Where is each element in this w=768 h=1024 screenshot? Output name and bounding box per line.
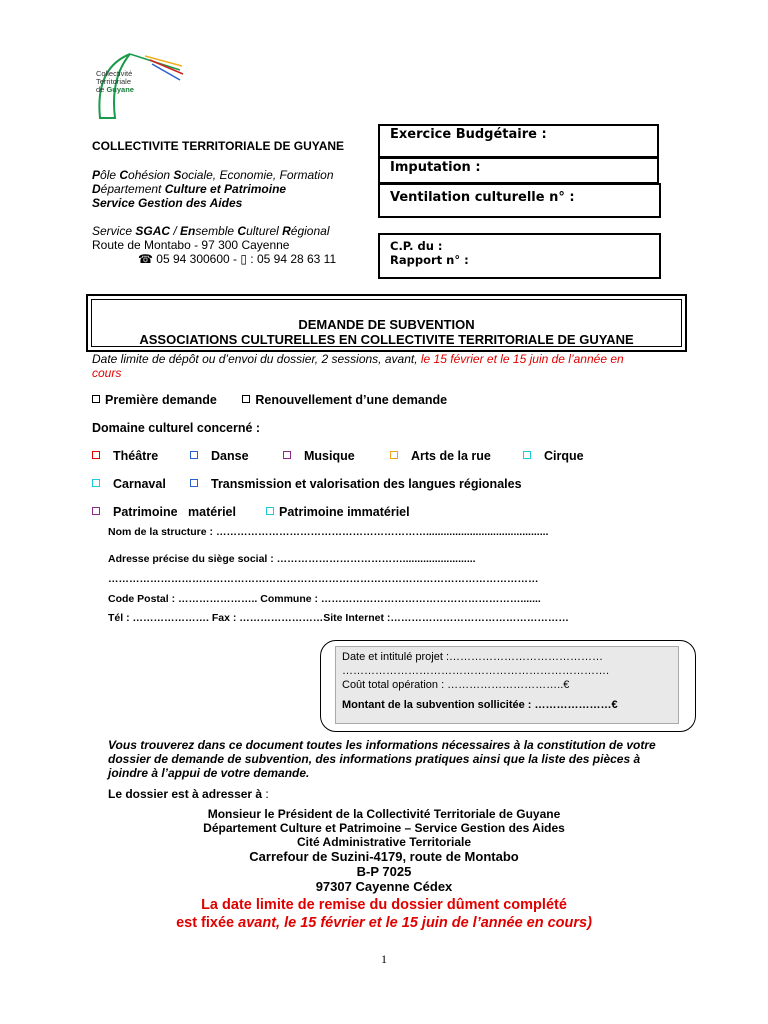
- domain-label: Patrimoine matériel: [113, 505, 236, 519]
- title-frame: [86, 294, 687, 352]
- domain-label: Musique: [304, 449, 355, 463]
- cp-box: [378, 233, 661, 279]
- imputation-label: Imputation :: [390, 160, 481, 175]
- domain-label: Patrimoine immatériel: [279, 505, 410, 519]
- project-montant[interactable]: Montant de la subvention sollicitée : …………………€: [342, 699, 618, 711]
- domain-theatre[interactable]: [92, 449, 158, 463]
- service-line-1: [92, 224, 336, 238]
- field-nom[interactable]: Nom de la structure : ……………………………………………………..........................................: [108, 526, 549, 538]
- domaine-label: Domaine culturel concerné :: [92, 421, 261, 435]
- info-text: Vous trouverez dans ce document toutes les informations nécessaires à la constitution de votre dossier de demande de subvention, des informations pratiques ainsi que la liste des pièces à joindre à l’appui de votre demande.: [108, 738, 656, 780]
- text-run: En: [180, 224, 196, 238]
- deadline-red: le 15 février et le 15 juin de l’année en: [420, 352, 624, 366]
- domain-label: Carnaval: [113, 477, 166, 491]
- title-line-2: ASSOCIATIONS CULTURELLES EN COLLECTIVITE TERRITORIALE DE GUYANE: [139, 332, 634, 347]
- logo-line: Collectivité: [96, 69, 133, 78]
- pole-block: [92, 168, 334, 210]
- first-demand-option[interactable]: [92, 393, 217, 407]
- deadline-text: [92, 352, 682, 380]
- notice-line-1: La date limite de remise du dossier dûment complété: [201, 897, 567, 913]
- text-run: C: [237, 224, 247, 238]
- exercice-box: [378, 124, 659, 158]
- field-code-postal[interactable]: Code Postal : ………………….. Commune : ………………………………………………….......: [108, 593, 541, 605]
- renew-demand-label: Renouvellement d’une demande: [255, 393, 448, 407]
- domain-row-1: [92, 449, 584, 463]
- deadline-red-2: cours: [92, 366, 122, 380]
- project-date-2[interactable]: ……………………………………………………………….: [342, 665, 610, 677]
- ventilation-box: [378, 183, 661, 218]
- checkbox-icon[interactable]: [92, 395, 100, 403]
- domain-patrimoine-immateriel[interactable]: [266, 505, 410, 519]
- checkbox-icon[interactable]: [242, 395, 250, 403]
- domain-label: Arts de la rue: [411, 449, 491, 463]
- adresser-colon: :: [262, 787, 269, 801]
- text-run: égional: [290, 224, 330, 238]
- text-run: C: [119, 168, 129, 182]
- domain-rue[interactable]: [390, 449, 491, 463]
- logo-line: [96, 86, 134, 94]
- domain-musique[interactable]: [283, 449, 355, 463]
- logo-line: Territoriale: [96, 77, 132, 86]
- title-inner: [91, 299, 682, 347]
- checkbox-icon[interactable]: [190, 479, 198, 487]
- domain-danse[interactable]: [190, 449, 249, 463]
- domain-label: Théâtre: [113, 449, 159, 463]
- org-name: COLLECTIVITE TERRITORIALE DE GUYANE: [92, 139, 345, 153]
- text-run: semble: [195, 224, 238, 238]
- pole-line-1: [92, 168, 334, 182]
- demande-row: [92, 393, 447, 407]
- text-run: épartement: [100, 182, 165, 196]
- text-run: P: [92, 168, 101, 182]
- project-box: [320, 640, 696, 732]
- deadline-black: Date limite de dépôt ou d’envoi du dossier, 2 sessions, avant,: [92, 352, 421, 366]
- logo-brand: Guyane: [106, 85, 134, 94]
- rapport-label: Rapport n° :: [390, 253, 469, 267]
- checkbox-icon[interactable]: [266, 507, 274, 515]
- project-inner: [335, 646, 679, 724]
- checkbox-icon[interactable]: [92, 451, 100, 459]
- text-run: ociale, Economie, Formation: [181, 168, 334, 182]
- project-cout[interactable]: Coût total opération : …………………………..€: [342, 679, 570, 691]
- service-block: [92, 224, 336, 266]
- logo-de: de: [96, 85, 105, 94]
- address-line: Département Culture et Patrimoine – Service Gestion des Aides: [203, 821, 565, 835]
- imputation-box: [378, 157, 659, 184]
- logo: [90, 48, 185, 123]
- address-line: Monsieur le Président de la Collectivité Territoriale de Guyane: [207, 807, 561, 821]
- text-run: R: [282, 224, 291, 238]
- field-adresse-2[interactable]: ……………………………………………………………………………………………………………: [108, 573, 539, 585]
- text-run: S: [173, 168, 182, 182]
- checkbox-icon[interactable]: [523, 451, 531, 459]
- checkbox-icon[interactable]: [190, 451, 198, 459]
- field-tel[interactable]: Tél : …………………. Fax : ……………………Site Internet :……………………………………………: [108, 612, 569, 624]
- service-phone: ☎ 05 94 300600 - ▯ : 05 94 28 63 11: [138, 252, 337, 266]
- checkbox-icon[interactable]: [390, 451, 398, 459]
- service-address: Route de Montabo - 97 300 Cayenne: [92, 238, 290, 252]
- deadline-notice: [90, 896, 678, 932]
- address-line: Carrefour de Suzini-4179, route de Montabo: [249, 849, 519, 864]
- text-run: /: [170, 224, 181, 238]
- domain-langues[interactable]: [190, 477, 522, 491]
- project-date[interactable]: Date et intitulé projet :……………………………………: [342, 651, 604, 663]
- page-number: 1: [381, 952, 387, 966]
- pole-line-2: [92, 182, 334, 196]
- checkbox-icon[interactable]: [92, 507, 100, 515]
- text-run: SGAC: [135, 224, 171, 238]
- text-run: ohésion: [128, 168, 174, 182]
- logo-text: [96, 70, 134, 94]
- notice-line-2: [90, 914, 678, 932]
- field-adresse[interactable]: Adresse précise du siège social : ……………………………….........................: [108, 553, 476, 565]
- cp-label: C.P. du :: [390, 239, 443, 253]
- domain-label: Transmission et valorisation des langues régionales: [211, 477, 522, 491]
- adresser-line: [108, 787, 269, 801]
- notice-part: est fixée: [176, 915, 239, 931]
- text-run: Culture et Patrimoine: [164, 182, 287, 196]
- first-demand-label: Première demande: [105, 393, 217, 407]
- address-line: B-P 7025: [356, 864, 412, 879]
- pole-line-3: Service Gestion des Aides: [92, 196, 243, 210]
- text-run: ôle: [100, 168, 120, 182]
- domain-row-3: [92, 505, 410, 519]
- text-run: D: [92, 182, 101, 196]
- domain-label: Danse: [211, 449, 249, 463]
- domain-cirque[interactable]: [523, 449, 584, 463]
- domain-label: Cirque: [544, 449, 584, 463]
- address-line: 97307 Cayenne Cédex: [315, 879, 453, 894]
- checkbox-icon[interactable]: [283, 451, 291, 459]
- text-run: ulturel: [246, 224, 283, 238]
- recipient-address: [90, 807, 678, 894]
- address-line: Cité Administrative Territoriale: [296, 835, 472, 849]
- title-line-1: DEMANDE DE SUBVENTION: [298, 317, 475, 332]
- renew-demand-option[interactable]: [242, 393, 447, 407]
- text-run: Service: [92, 224, 136, 238]
- ventilation-label: Ventilation culturelle n° :: [390, 190, 575, 205]
- domain-carnaval[interactable]: [92, 477, 166, 491]
- domain-row-2: [92, 477, 522, 491]
- notice-part-italic: avant, le 15 février et le 15 juin de l’année en cours): [238, 915, 592, 931]
- checkbox-icon[interactable]: [92, 479, 100, 487]
- adresser-label: Le dossier est à adresser à: [108, 787, 263, 801]
- domain-patrimoine-materiel[interactable]: [92, 505, 236, 519]
- exercice-label: Exercice Budgétaire :: [390, 127, 547, 142]
